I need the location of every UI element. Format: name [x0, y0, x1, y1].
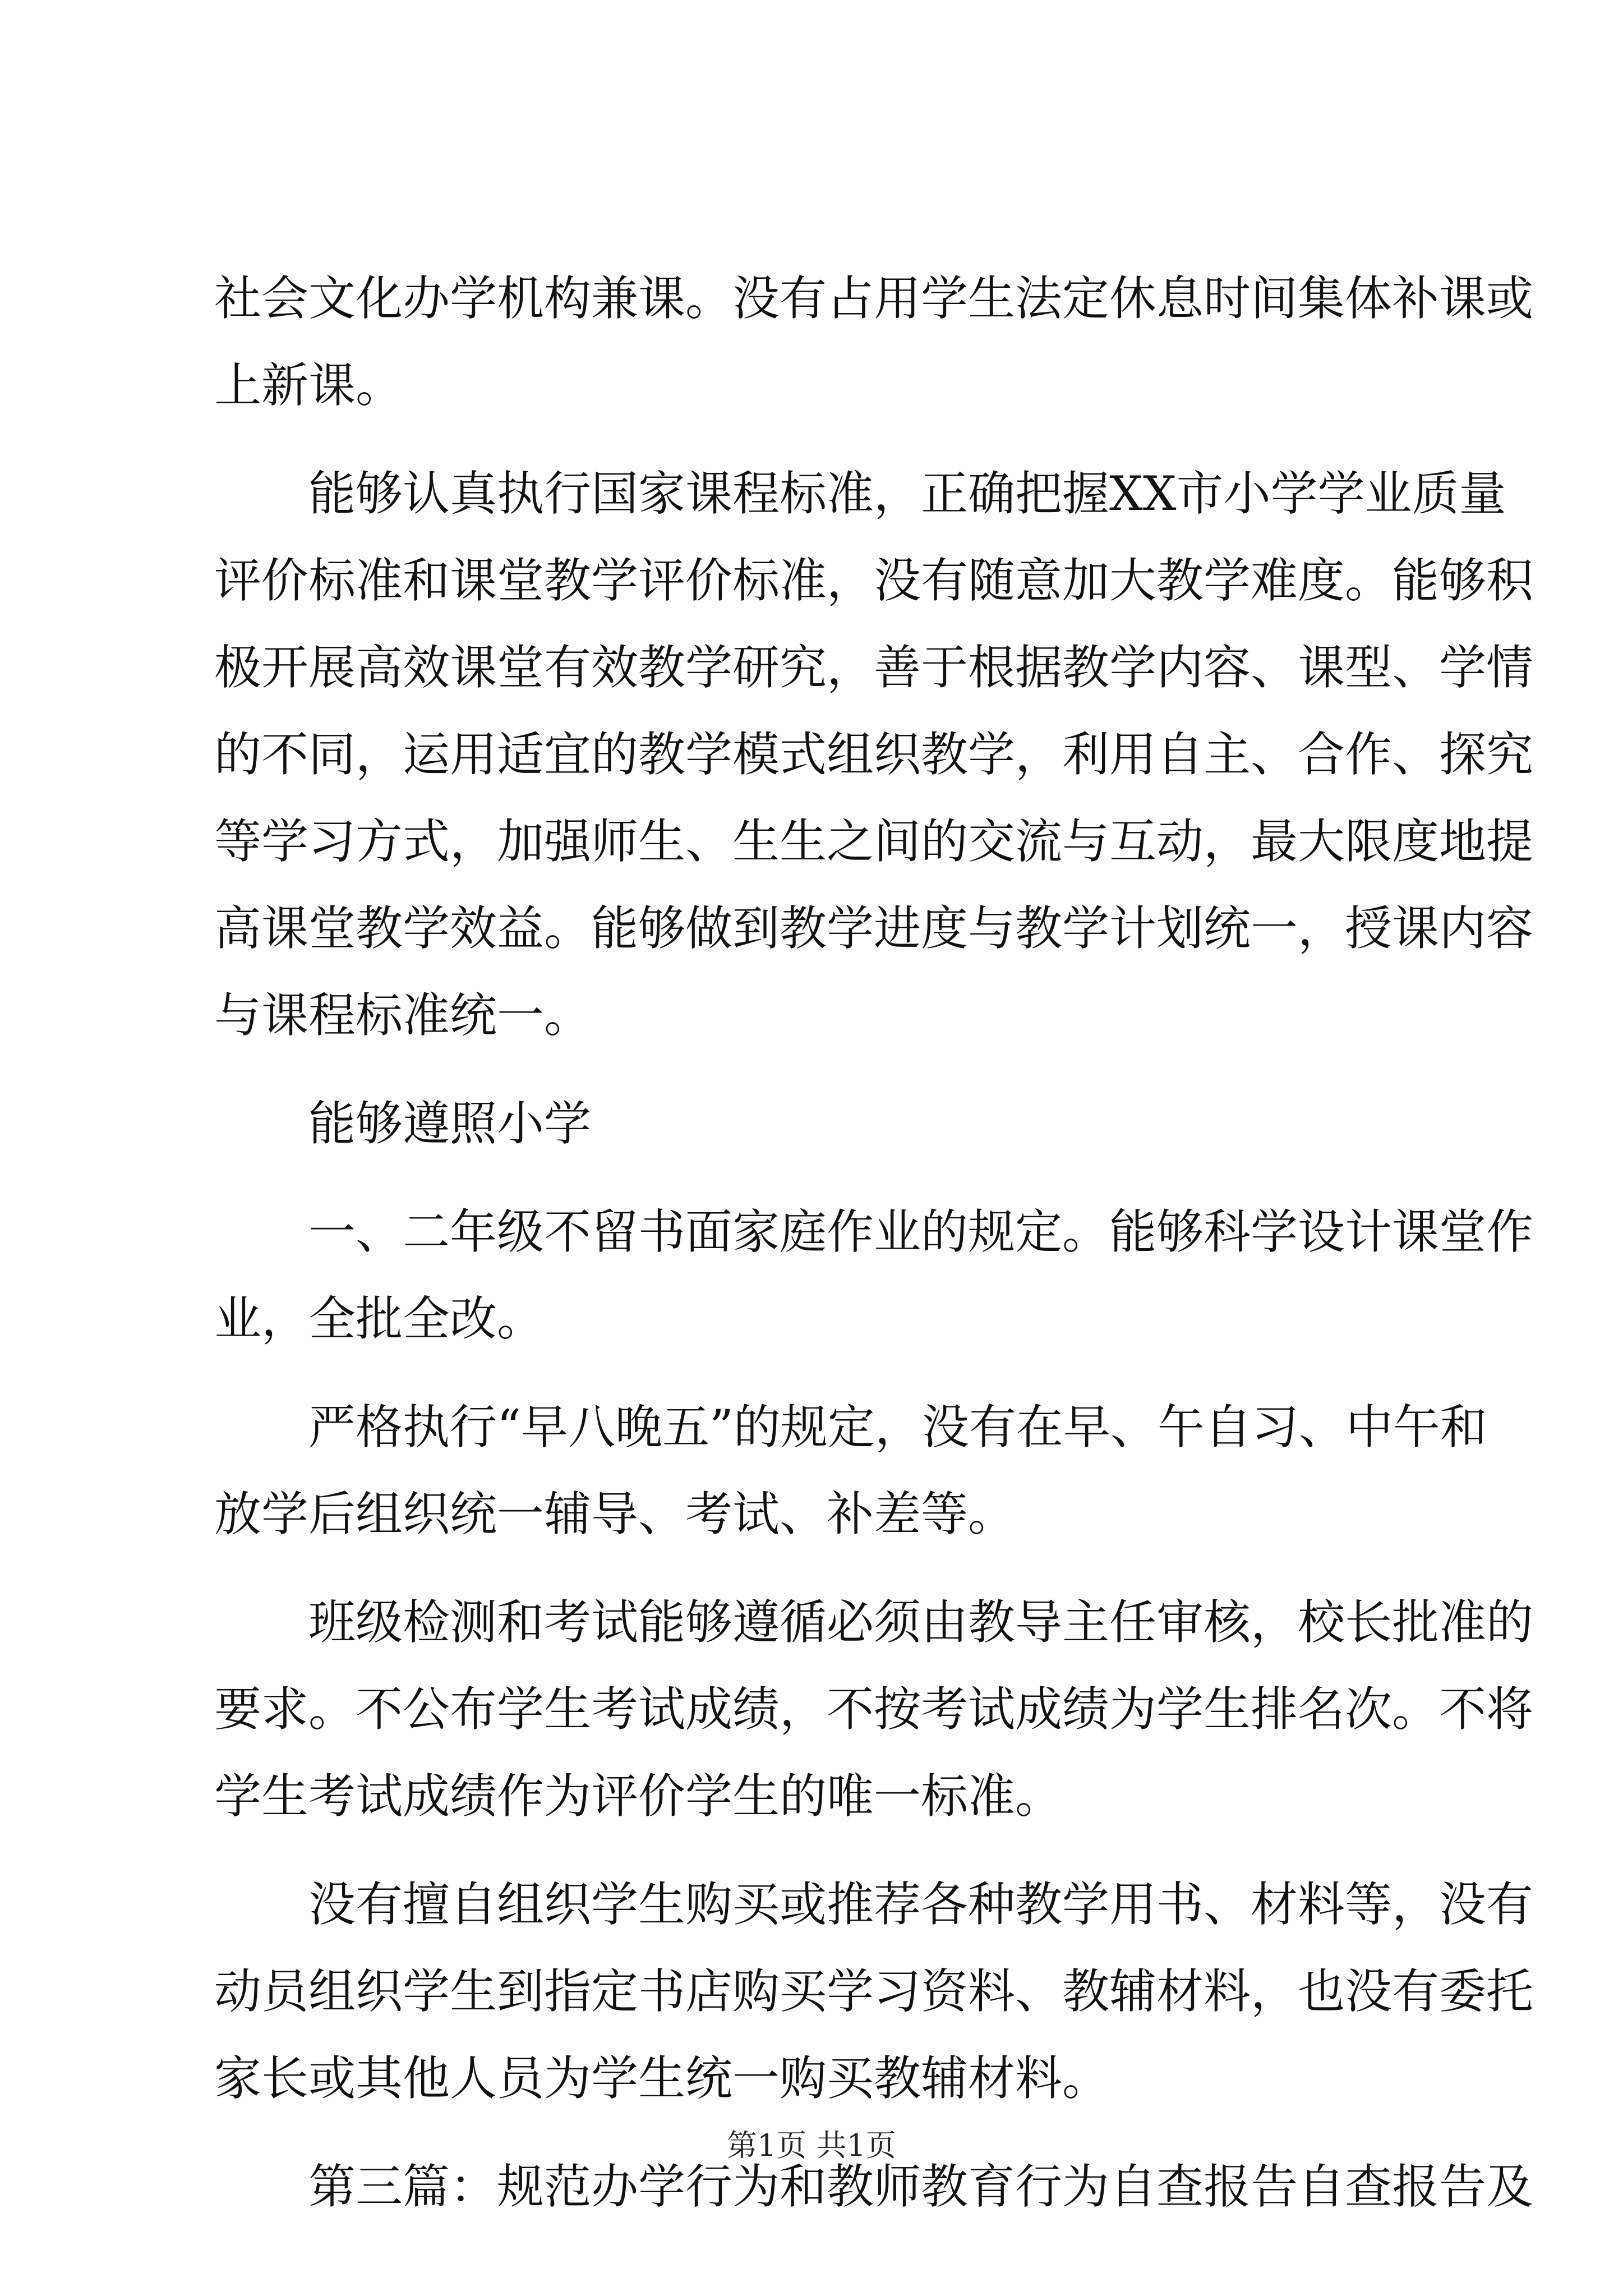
text-line: 极开展高效课堂有效教学研究，善于根据教学内容、课型、学情 — [214, 640, 1534, 695]
text-line: 评价标准和课堂教学评价标准，没有随意加大教学难度。能够积 — [214, 553, 1534, 608]
page-footer: 第1页 共1页 — [727, 2128, 896, 2163]
text-line: 与课程标准统一。 — [214, 988, 592, 1043]
text-line: 社会文化办学机构兼课。没有占用学生法定休息时间集体补课或 — [214, 271, 1534, 326]
text-line: 一、二年级不留书面家庭作业的规定。能够科学设计课堂作 — [308, 1204, 1534, 1259]
text-line: 严格执行“早八晚五”的规定，没有在早、午自习、中午和 — [308, 1400, 1487, 1455]
text-line: 等学习方式，加强师生、生生之间的交流与互动，最大限度地提 — [214, 814, 1534, 869]
text-line: 放学后组织统一辅导、考试、补差等。 — [214, 1487, 1016, 1542]
text-line: 没有擅自组织学生购买或推荐各种教学用书、材料等，没有 — [308, 1877, 1534, 1932]
text-line: 动员组织学生到指定书店购买学习资料、教辅材料，也没有委托 — [214, 1964, 1534, 2019]
text-line: 要求。不公布学生考试成绩，不按考试成绩为学生排名次。不将 — [214, 1682, 1534, 1737]
text-line: 业，全批全改。 — [214, 1291, 545, 1346]
text-line: 家长或其他人员为学生统一购买教辅材料。 — [214, 2051, 1110, 2106]
document-body — [214, 255, 1534, 2230]
text-line: 能够遵照小学 — [308, 1096, 592, 1151]
text-line: 高课堂教学效益。能够做到教学进度与教学计划统一，授课内容 — [214, 901, 1534, 956]
text-line: 第三篇：规范办学行为和教师教育行为自查报告自查报告及 — [308, 2159, 1534, 2214]
text-line: 上新课。 — [214, 358, 403, 413]
text-line: 的不同，运用适宜的教学模式组织教学，利用自主、合作、探究 — [214, 727, 1534, 782]
text-line: 学生考试成绩作为评价学生的唯一标准。 — [214, 1769, 1063, 1824]
text-line: 能够认真执行国家课程标准，正确把握XX市小学学业质量 — [308, 466, 1506, 521]
text-line: 班级检测和考试能够遵循必须由教导主任审核，校长批准的 — [308, 1595, 1534, 1650]
